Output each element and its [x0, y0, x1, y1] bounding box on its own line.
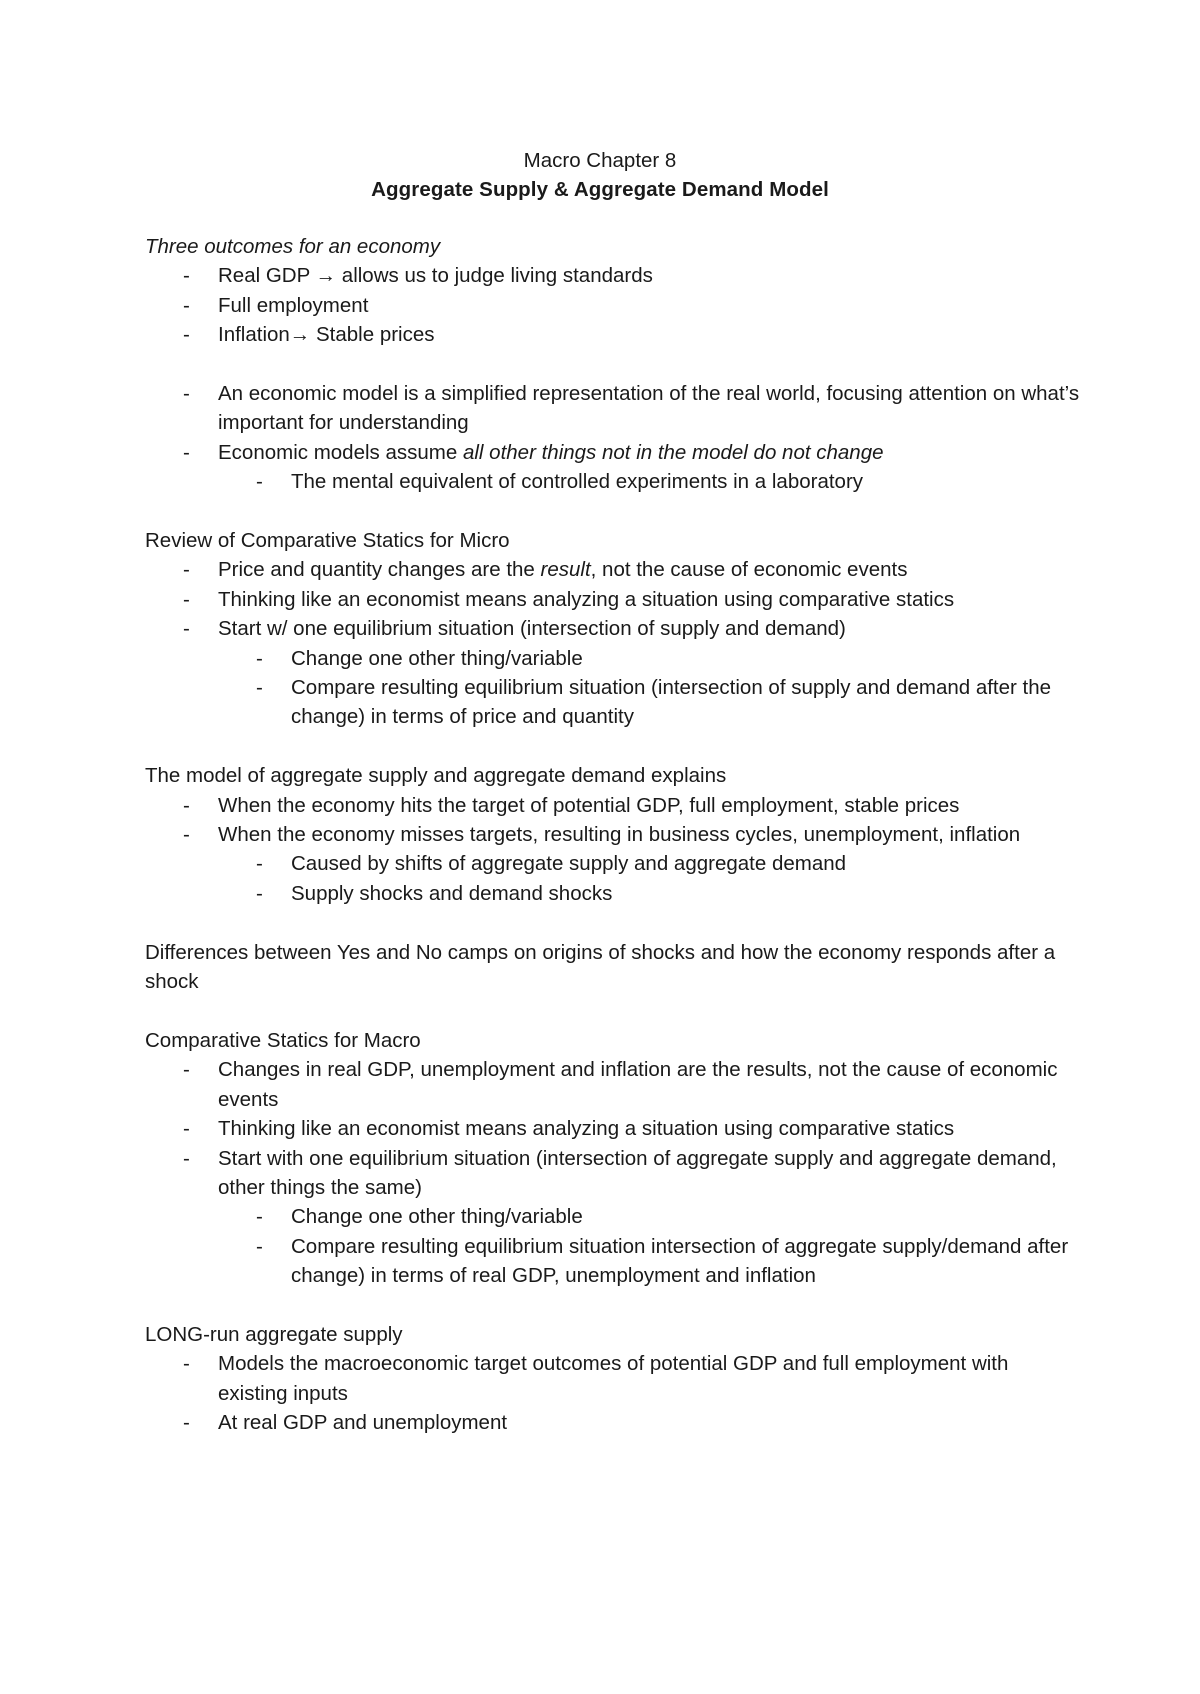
bullet-dash: -: [256, 676, 263, 700]
section-heading: Review of Comparative Statics for Micro: [145, 529, 510, 553]
bullet-dash: -: [183, 293, 190, 317]
bullet-dash: -: [183, 1352, 190, 1376]
section-long-run-supply: [145, 1320, 1080, 1438]
list-item: - Price and quantity changes are the result, not the cause of economic events: [145, 555, 1080, 584]
bullet-dash: -: [183, 264, 190, 288]
bullet-dash: -: [256, 470, 263, 494]
section-macro-statics: [145, 1026, 1080, 1291]
section-as-ad-model: [145, 761, 1080, 908]
list-item: - Change one other thing/variable: [145, 644, 1080, 673]
section-heading: LONG-run aggregate supply: [145, 1322, 403, 1346]
section-three-outcomes: [145, 232, 1080, 350]
paragraph: Differences between Yes and No camps on origins of shocks and how the economy responds after a shock: [145, 940, 1056, 994]
bullet-dash: -: [183, 1146, 190, 1170]
list-item: - When the economy misses targets, resulting in business cycles, unemployment, inflation: [145, 820, 1080, 849]
list-item: - Supply shocks and demand shocks: [145, 879, 1080, 908]
list-item: - When the economy hits the target of potential GDP, full employment, stable prices: [145, 791, 1080, 820]
list-item: - The mental equivalent of controlled experiments in a laboratory: [145, 467, 1080, 496]
bullet-dash: -: [183, 1058, 190, 1082]
list-item: - Change one other thing/variable: [145, 1202, 1080, 1231]
list-item: - Compare resulting equilibrium situation (intersection of supply and demand after the change) in terms of price and quantity: [145, 673, 1080, 732]
bullet-dash: -: [183, 823, 190, 847]
list-item: - Inflation→ Stable prices: [145, 320, 1080, 349]
bullet-dash: -: [183, 793, 190, 817]
bullet-dash: -: [183, 323, 190, 347]
document-title: Macro Chapter 8: [523, 149, 677, 172]
bullet-dash: -: [183, 587, 190, 611]
list-item: - Thinking like an economist means analyzing a situation using comparative statics: [145, 585, 1080, 614]
list-item: - An economic model is a simplified representation of the real world, focusing attention on what’s important for understanding: [145, 379, 1080, 438]
section-micro-statics: [145, 526, 1080, 732]
bullet-dash: -: [183, 558, 190, 582]
section-economic-model: [145, 379, 1080, 497]
list-item: - Real GDP → allows us to judge living standards: [145, 261, 1080, 290]
section-heading: Three outcomes for an economy: [145, 235, 441, 258]
section-yes-no-camps: [145, 938, 1080, 997]
list-item: - Models the macroeconomic target outcomes of potential GDP and full employment with existing inputs: [145, 1349, 1080, 1408]
bullet-dash: -: [256, 852, 263, 876]
document-body: [145, 232, 1080, 1438]
list-item: - Thinking like an economist means analyzing a situation using comparative statics: [145, 1114, 1080, 1143]
bullet-dash: -: [183, 617, 190, 641]
list-item: - At real GDP and unemployment: [145, 1408, 1080, 1437]
section-heading: Comparative Statics for Macro: [145, 1028, 421, 1052]
section-heading: The model of aggregate supply and aggregate demand explains: [145, 764, 727, 788]
bullet-dash: -: [183, 1117, 190, 1141]
bullet-dash: -: [256, 1205, 263, 1229]
list-item: - Compare resulting equilibrium situation intersection of aggregate supply/demand after change) in terms of real GDP, unemployment and inflation: [145, 1232, 1080, 1291]
list-item: - Changes in real GDP, unemployment and inflation are the results, not the cause of economic events: [145, 1055, 1080, 1114]
list-item: - Start with one equilibrium situation (intersection of aggregate supply and aggregate demand, other things the same): [145, 1144, 1080, 1203]
bullet-dash: -: [183, 440, 190, 464]
bullet-dash: -: [183, 1411, 190, 1435]
list-item: - Economic models assume all other things not in the model do not change: [145, 438, 1080, 467]
bullet-dash: -: [256, 1234, 263, 1258]
list-item: - Full employment: [145, 291, 1080, 320]
bullet-dash: -: [256, 881, 263, 905]
bullet-dash: -: [256, 646, 263, 670]
list-item: - Caused by shifts of aggregate supply and aggregate demand: [145, 849, 1080, 878]
list-item: - Start w/ one equilibrium situation (intersection of supply and demand): [145, 614, 1080, 643]
document-subtitle: Aggregate Supply & Aggregate Demand Model: [371, 178, 829, 201]
bullet-dash: -: [183, 382, 190, 406]
